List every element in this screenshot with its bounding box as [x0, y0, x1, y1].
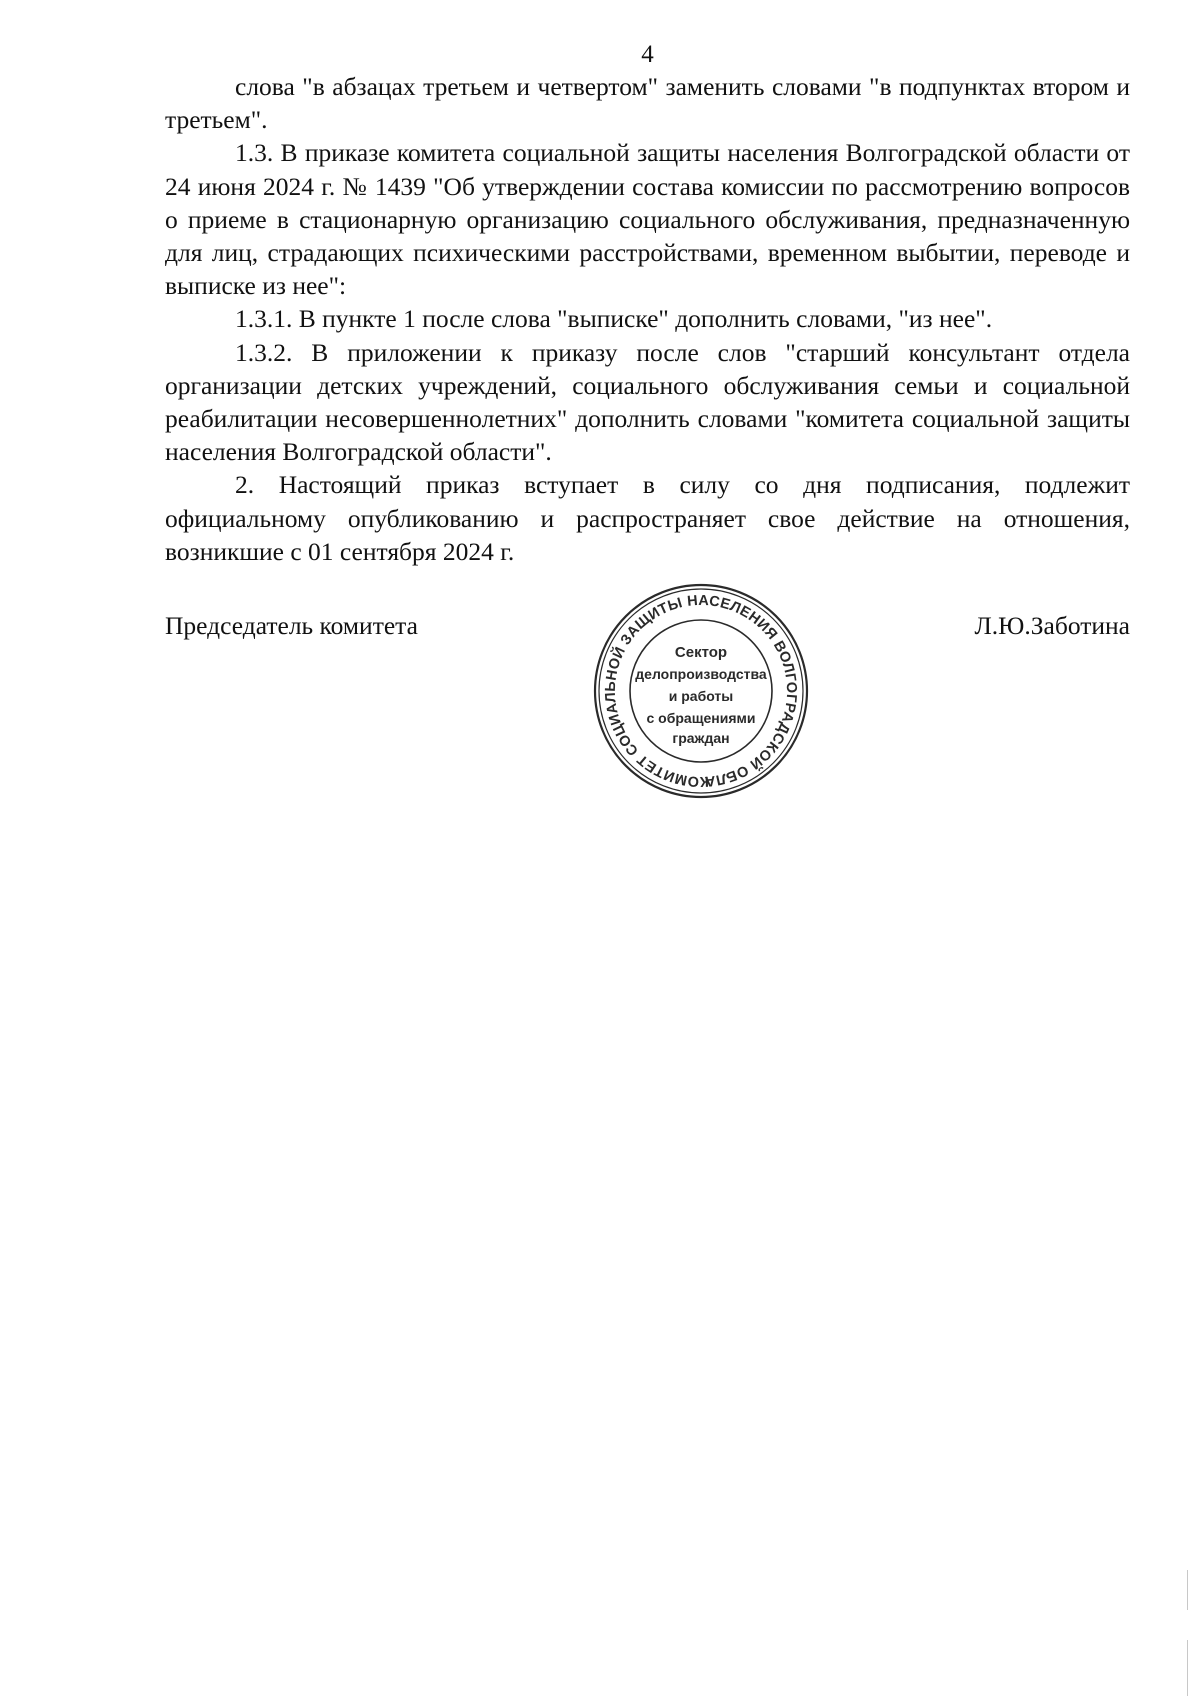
- stamp-line-3: и работы: [668, 688, 734, 704]
- paragraph-5: 2. Настоящий приказ вступает в силу со дня подписания, подлежит официальному опубликованию и распространяет свое действие на отношения, возникшие с 01 сентября 2024 г.: [165, 470, 1130, 566]
- official-stamp: [590, 580, 812, 802]
- signatory-name: Л.Ю.Заботина: [974, 611, 1130, 640]
- scan-edge-mark: [1187, 1640, 1188, 1696]
- paragraph-4: 1.3.2. В приложении к приказу после слов "старший консультант отдела организации детских учреждений, социального обслуживания семьи и социальной реабилитации несовершеннолетних" дополнить словами "комитета социальной защиты населения Волгоградской области".: [165, 337, 1130, 467]
- signatory-title: Председатель комитета: [165, 611, 418, 640]
- stamp-line-5: граждан: [672, 730, 730, 746]
- stamp-line-1: Сектор: [674, 644, 728, 661]
- stamp-line-4: с обращениями: [646, 710, 756, 726]
- paragraph-1: слова "в абзацах третьем и четвертом" заменить словами "в подпунктах втором и третьем".: [165, 72, 1130, 135]
- document-body: [165, 70, 1130, 568]
- paragraph-2: 1.3. В приказе комитета социальной защиты населения Волгоградской области от 24 июня 2024 г. № 1439 "Об утверждении состава комиссии по рассмотрению вопросов о приеме в стационарную организацию социального обслуживания, предназначенную для лиц, страдающих психическими расстройствами, временном выбытии, переводе и выписке из нее":: [165, 138, 1130, 301]
- stamp-ring-text: КОМИТЕТ СОЦИАЛЬНОЙ ЗАЩИТЫ НАСЕЛЕНИЯ ВОЛГОГРАДСКОЙ ОБЛА: [602, 592, 800, 790]
- scan-edge-mark: [1187, 1570, 1188, 1610]
- svg-text:КОМИТЕТ СОЦИАЛЬНОЙ ЗАЩИТЫ НАСЕ: [590, 580, 799, 789]
- stamp-line-2: делопроизводства: [635, 666, 767, 682]
- page-number: 4: [641, 41, 654, 68]
- paragraph-3: 1.3.1. В пункте 1 после слова "выписке" дополнить словами, "из нее".: [235, 304, 993, 334]
